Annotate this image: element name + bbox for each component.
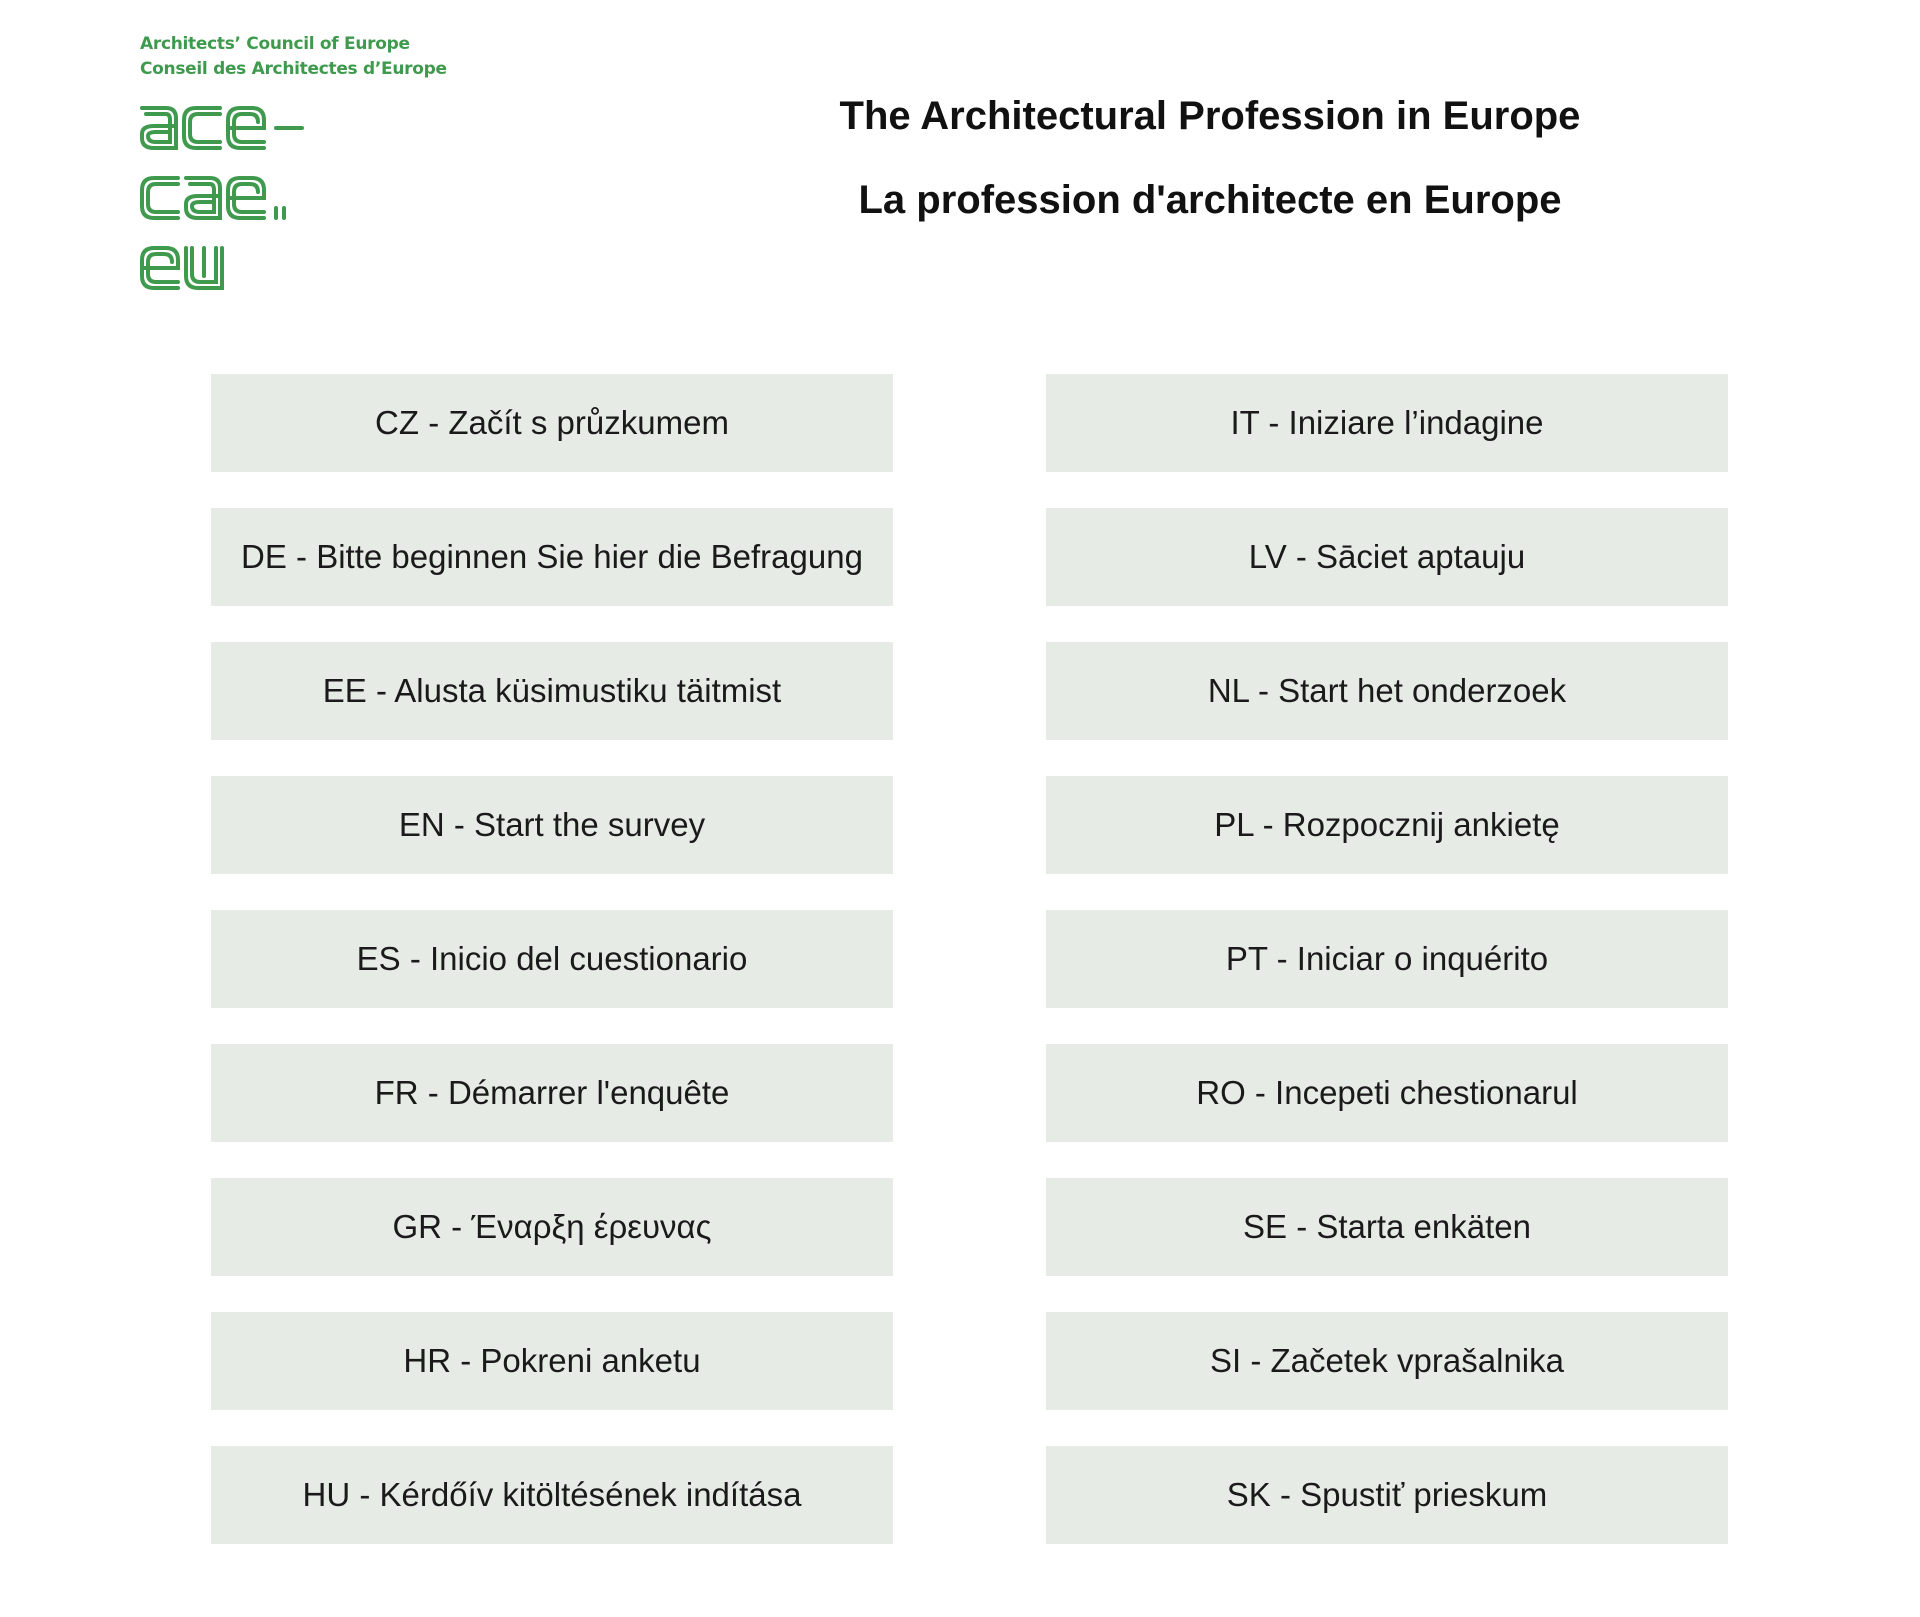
language-button-hr[interactable]: HR - Pokreni anketu: [211, 1312, 893, 1410]
language-button-de[interactable]: DE - Bitte beginnen Sie hier die Befragung: [211, 508, 893, 606]
ace-cae-eu-logo-icon: [136, 100, 376, 340]
language-button-cz[interactable]: CZ - Začít s průzkumem: [211, 374, 893, 472]
org-name-en: Architects’ Council of Europe: [140, 34, 410, 54]
language-grid: [211, 374, 1728, 1544]
logo-block: [140, 32, 500, 82]
language-button-gr[interactable]: GR - Έναρξη έρευνας: [211, 1178, 893, 1276]
language-button-fr[interactable]: FR - Démarrer l'enquête: [211, 1044, 893, 1142]
org-name-fr: Conseil des Architectes d’Europe: [140, 59, 447, 79]
page-title-fr: La profession d'architecte en Europe: [858, 178, 1562, 222]
language-button-lv[interactable]: LV - Sāciet aptauju: [1046, 508, 1728, 606]
language-button-pl[interactable]: PL - Rozpocznij ankietę: [1046, 776, 1728, 874]
language-button-se[interactable]: SE - Starta enkäten: [1046, 1178, 1728, 1276]
language-button-hu[interactable]: HU - Kérdőív kitöltésének indítása: [211, 1446, 893, 1544]
language-button-pt[interactable]: PT - Iniciar o inquérito: [1046, 910, 1728, 1008]
language-button-it[interactable]: IT - Iniziare l’indagine: [1046, 374, 1728, 472]
language-button-si[interactable]: SI - Začetek vprašalnika: [1046, 1312, 1728, 1410]
page-title-en: The Architectural Profession in Europe: [839, 94, 1581, 138]
language-button-ro[interactable]: RO - Incepeti chestionarul: [1046, 1044, 1728, 1142]
language-button-sk[interactable]: SK - Spustiť prieskum: [1046, 1446, 1728, 1544]
language-button-es[interactable]: ES - Inicio del cuestionario: [211, 910, 893, 1008]
header-titles: [820, 92, 1600, 260]
language-button-ee[interactable]: EE - Alusta küsimustiku täitmist: [211, 642, 893, 740]
language-button-nl[interactable]: NL - Start het onderzoek: [1046, 642, 1728, 740]
language-button-en[interactable]: EN - Start the survey: [211, 776, 893, 874]
